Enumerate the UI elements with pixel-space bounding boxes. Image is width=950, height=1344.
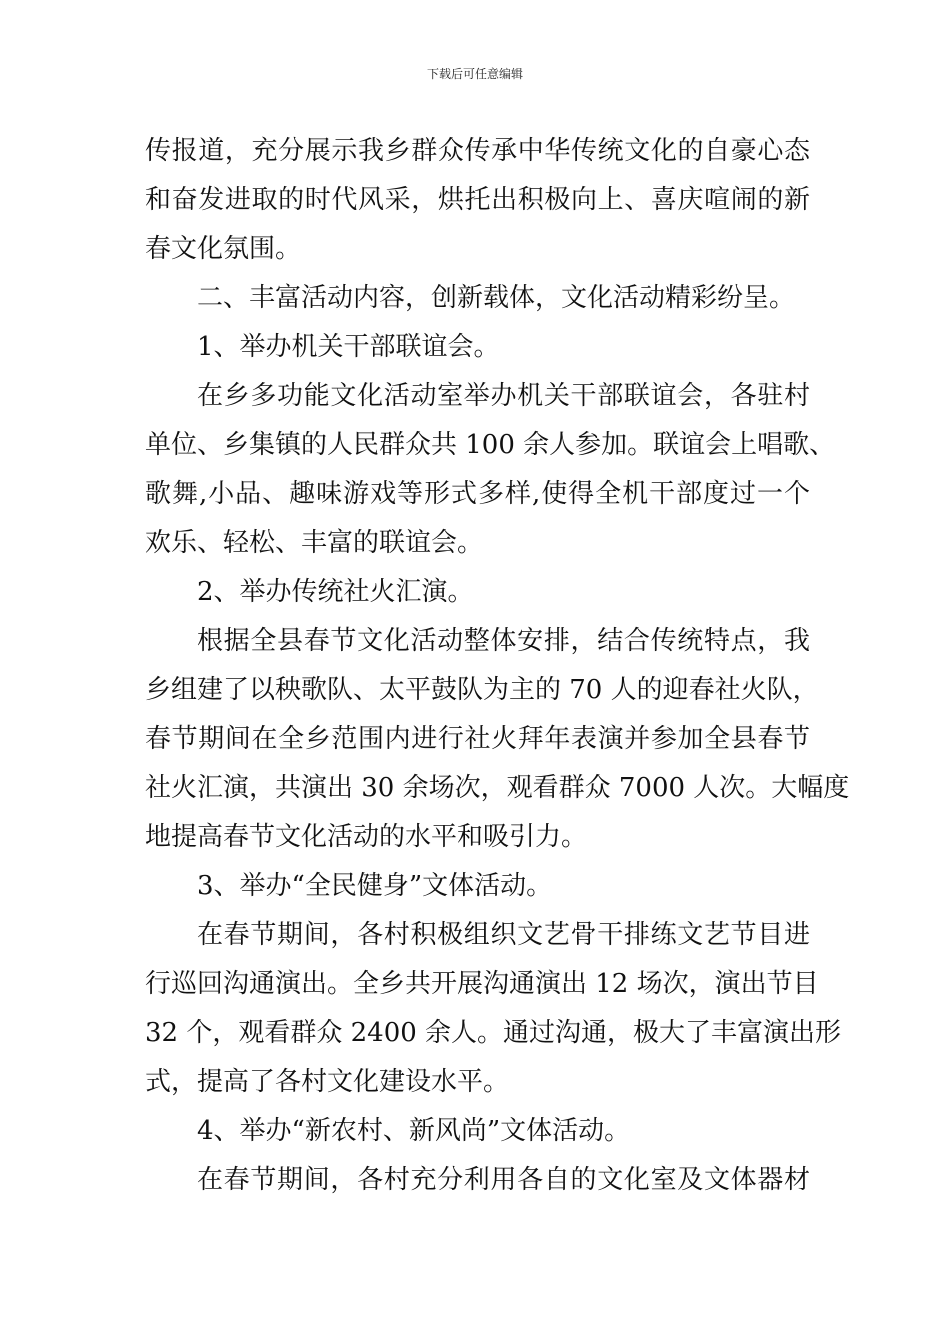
section-heading: 二、丰富活动内容，创新载体，文化活动精彩纷呈。 — [197, 283, 796, 313]
paragraph-line: 根据全县春节文化活动整体安排，结合传统特点，我 — [197, 626, 810, 656]
paragraph-line: 32 个，观看群众 2400 余人。通过沟通，极大了丰富演出形 — [145, 1018, 842, 1048]
paragraph-line: 春节期间在全乡范围内进行社火拜年表演并参加全县春节 — [145, 724, 810, 754]
paragraph-line: 式，提高了各村文化建设水平。 — [145, 1067, 510, 1097]
paragraph-line: 乡组建了以秧歌队、太平鼓队为主的 70 人的迎春社火队， — [145, 675, 819, 705]
paragraph-line: 歌舞,小品、趣味游戏等形式多样,使得全机干部度过一个 — [145, 479, 810, 509]
item-heading: 4、举办“新农村、新风尚”文体活动。 — [197, 1116, 631, 1146]
paragraph-line: 社火汇演，共演出 30 余场次，观看群众 7000 人次。大幅度 — [145, 773, 850, 803]
paragraph-line: 传报道，充分展示我乡群众传承中华传统文化的自豪心态 — [145, 136, 810, 166]
paragraph-line: 欢乐、轻松、丰富的联谊会。 — [145, 528, 484, 558]
paragraph-line: 在乡多功能文化活动室举办机关干部联谊会，各驻村 — [197, 381, 810, 411]
item-heading: 3、举办“全民健身”文体活动。 — [197, 871, 553, 901]
paragraph-line: 行巡回沟通演出。全乡共开展沟通演出 12 场次，演出节目 — [145, 969, 819, 999]
paragraph-line: 和奋发进取的时代风采，烘托出积极向上、喜庆喧闹的新 — [145, 185, 810, 215]
paragraph-line: 在春节期间，各村积极组织文艺骨干排练文艺节目进 — [197, 920, 810, 950]
paragraph-line: 春文化氛围。 — [145, 234, 302, 264]
page-header-note: 下载后可任意编辑 — [426, 67, 523, 81]
paragraph-line: 在春节期间，各村充分利用各自的文化室及文体器材 — [197, 1165, 810, 1195]
item-heading: 1、举办机关干部联谊会。 — [197, 332, 500, 362]
paragraph-line: 单位、乡集镇的人民群众共 100 余人参加。联谊会上唱歌、 — [145, 430, 836, 460]
document-body — [145, 127, 850, 1205]
paragraph-line: 地提高春节文化活动的水平和吸引力。 — [145, 822, 588, 852]
item-heading: 2、举办传统社火汇演。 — [197, 577, 474, 607]
